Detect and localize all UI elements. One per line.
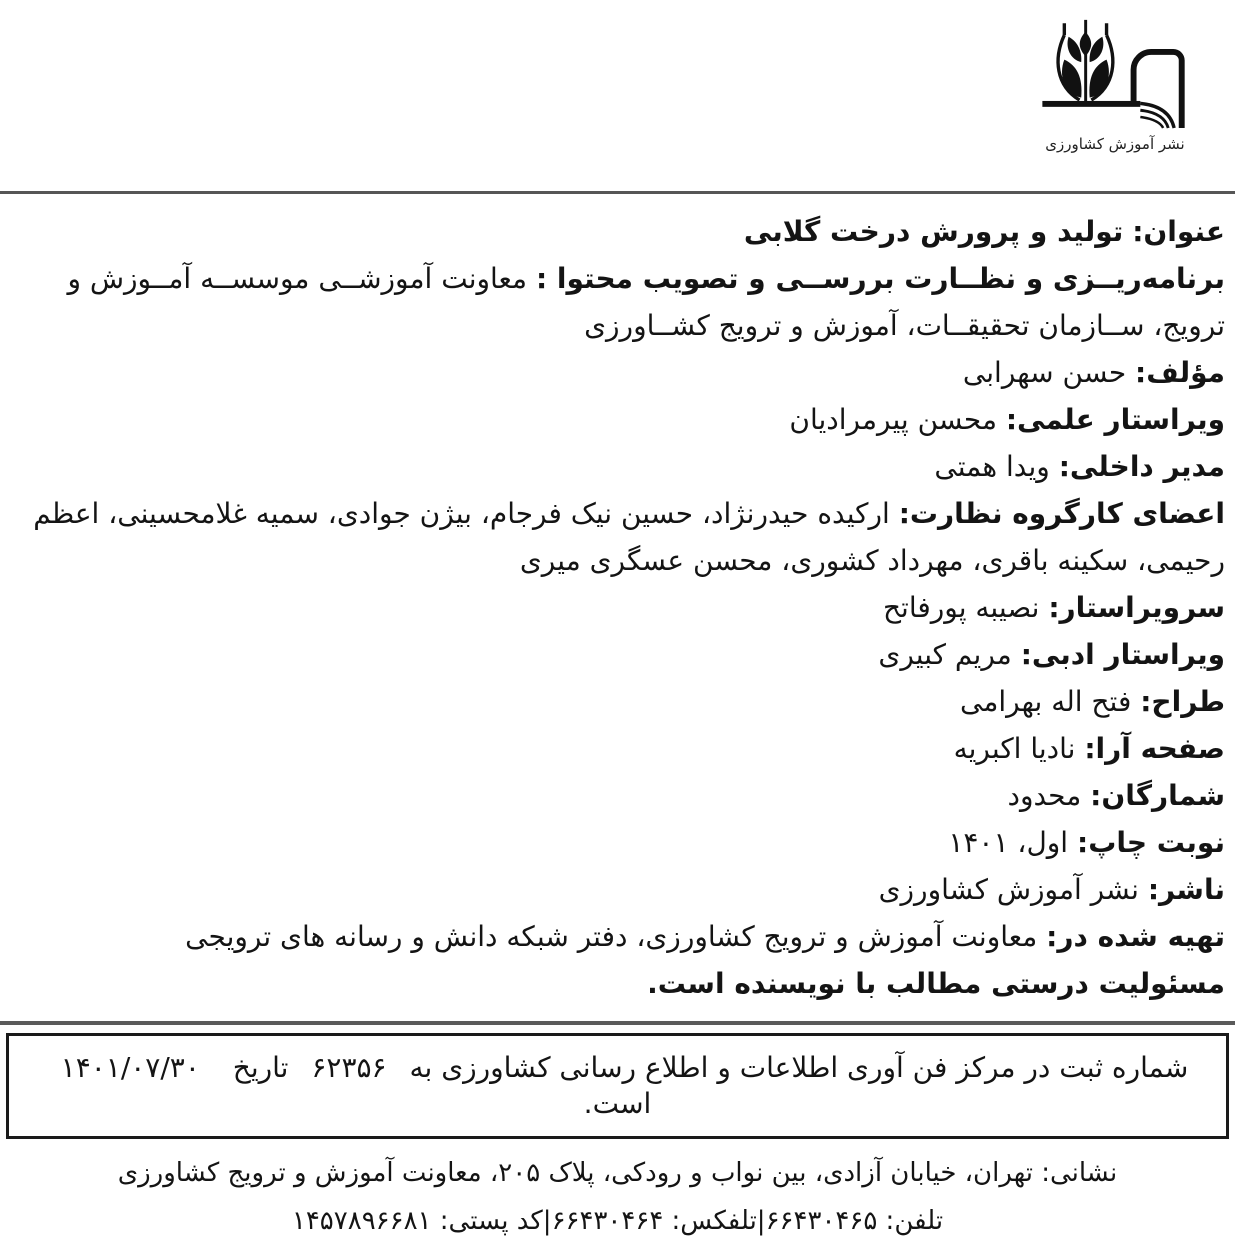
credit-value: فتح اله بهرامی xyxy=(960,685,1132,718)
credit-row-literary-editor xyxy=(10,631,1225,678)
credit-row-prepared-by xyxy=(10,913,1225,960)
publisher-logo xyxy=(1035,16,1195,153)
credit-value: ویدا همتی xyxy=(934,450,1050,483)
credit-label: ناشر: xyxy=(1147,873,1225,906)
credit-row-title xyxy=(10,208,1225,255)
credit-value: اول، ۱۴۰۱ xyxy=(948,826,1069,859)
credit-row-internal-manager xyxy=(10,443,1225,490)
credit-value: معاونت آموزش و ترویج کشاورزی، دفتر شبکه دانش و رسانه های ترویجی xyxy=(185,920,1038,953)
credit-value: نشر آموزش کشاورزی xyxy=(878,873,1139,906)
credit-value: نصیبه پورفاتح xyxy=(882,591,1040,624)
credit-value: معاونت آموزشــی موسســه آمــوزش و ترویج، ســازمان تحقیقــات، آموزش و ترویج کشــاورزی xyxy=(67,262,1225,342)
credit-label: مدیر داخلی: xyxy=(1058,450,1225,483)
credit-value: ارکیده حیدرنژاد، حسین نیک فرجام، بیژن جوادی، سمیه غلامحسینی، اعظم رحیمی، سکینه باقری، مهرداد کشوری، محسن عسگری میری xyxy=(33,497,1225,577)
registration-text-suffix: است. xyxy=(583,1087,652,1120)
credit-label: عنوان: xyxy=(1132,215,1225,248)
credit-row-responsibility-note xyxy=(10,960,1225,1007)
credit-label: مسئولیت درستی مطالب با نویسنده است. xyxy=(647,967,1225,1000)
credit-row-edition xyxy=(10,819,1225,866)
credit-value: حسن سهرابی xyxy=(962,356,1127,389)
credit-row-designer xyxy=(10,678,1225,725)
credit-label: طراح: xyxy=(1140,685,1225,718)
registration-box xyxy=(6,1033,1229,1139)
credit-label: ویراستار ادبی: xyxy=(1020,638,1225,671)
credit-label: تهیه شده در: xyxy=(1046,920,1225,953)
credit-label: صفحه آرا: xyxy=(1084,732,1225,765)
credit-value: محدود xyxy=(1007,779,1082,812)
credit-label: اعضای کارگروه نظارت: xyxy=(898,497,1225,530)
address-line: نشانی: تهران، خیابان آزادی، بین نواب و رودکی، پلاک ۲۰۵، معاونت آموزش و ترویج کشاورزی xyxy=(117,1158,1118,1188)
credit-label: برنامه‌ریــزی و نظــارت بررســی و تصویب محتوا : xyxy=(535,262,1225,295)
credit-row-supervision-committee xyxy=(10,490,1225,584)
credit-row-layout xyxy=(10,725,1225,772)
credit-row-scientific-editor xyxy=(10,396,1225,443)
credit-label: سرویراستار: xyxy=(1048,591,1225,624)
wheat-book-logo-icon xyxy=(1039,16,1191,131)
footer xyxy=(0,1149,1235,1245)
registration-divider xyxy=(0,1021,1235,1025)
credit-row-chief-editor xyxy=(10,584,1225,631)
credit-value: مریم کبیری xyxy=(878,638,1012,671)
credit-value: تولید و پرورش درخت گلابی xyxy=(743,215,1124,248)
credit-label: نوبت چاپ: xyxy=(1077,826,1225,859)
colophon-page xyxy=(0,16,1235,1236)
credit-value: محسن پیرمرادیان xyxy=(789,403,997,436)
registration-date: ۱۴۰۱/۰۷/۳۰ xyxy=(60,1051,200,1084)
credit-label: مؤلف: xyxy=(1135,356,1225,389)
registration-date-label: تاریخ xyxy=(232,1051,289,1084)
credit-label: ویراستار علمی: xyxy=(1005,403,1225,436)
credit-row-circulation xyxy=(10,772,1225,819)
publisher-logo-caption: نشر آموزش کشاورزی xyxy=(1045,135,1185,153)
credit-value: نادیا اکبریه xyxy=(953,732,1076,765)
registration-number: ۶۲۳۵۶ xyxy=(311,1051,387,1084)
contact-line: تلفن: ۶۶۴۳۰۴۶۵|تلفکس: ۶۶۴۳۰۴۶۴|کد پستی: ۱۴۵۷۸۹۶۶۸۱ xyxy=(291,1206,944,1236)
credit-row-author xyxy=(10,349,1225,396)
credits-list xyxy=(0,194,1235,1007)
credit-row-planning xyxy=(10,255,1225,349)
credit-row-publisher xyxy=(10,866,1225,913)
credit-label: شمارگان: xyxy=(1090,779,1225,812)
registration-text-prefix: شماره ثبت در مرکز فن آوری اطلاعات و اطلاع رسانی کشاورزی به xyxy=(409,1051,1189,1084)
